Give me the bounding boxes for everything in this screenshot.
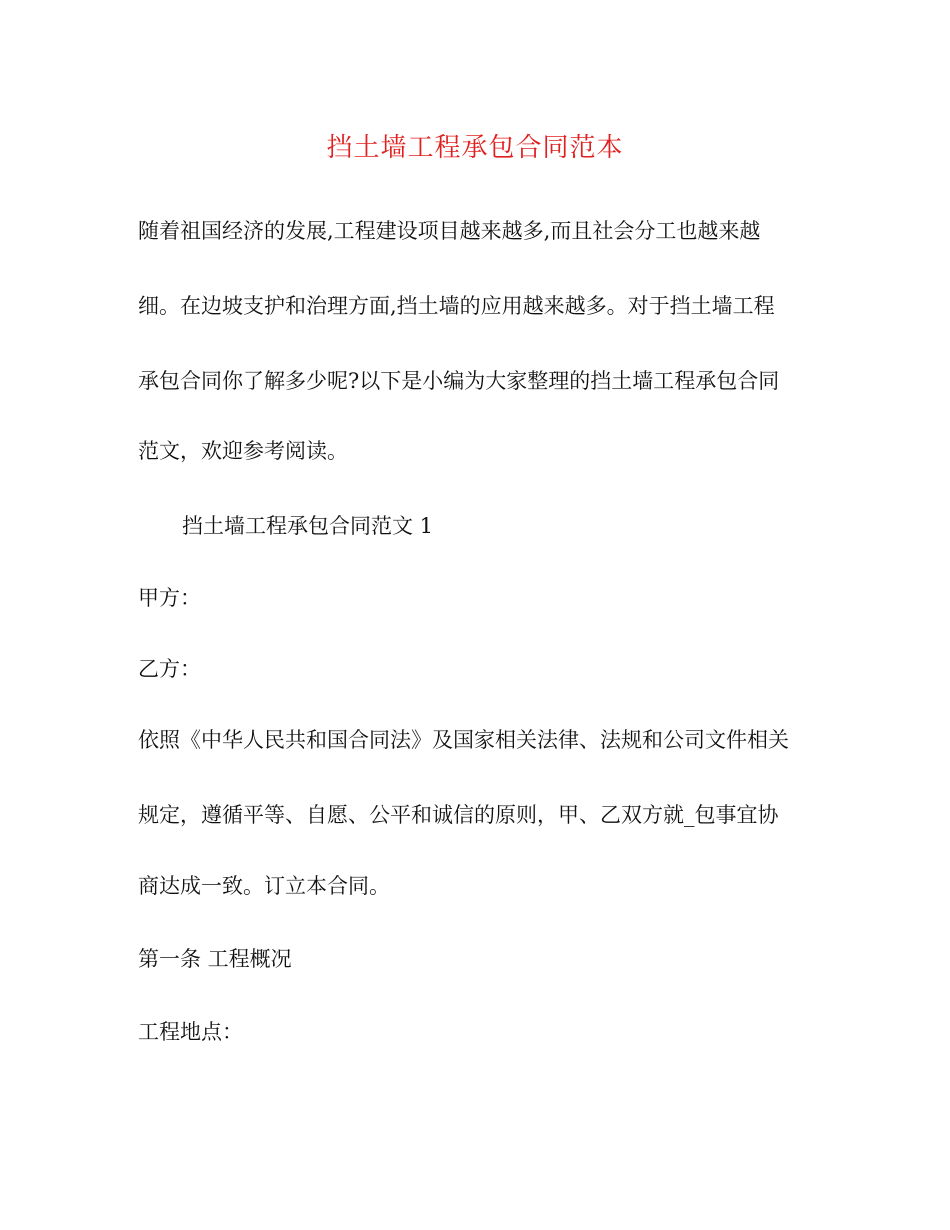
contract-paragraph-line-3: 商达成一致。订立本合同。: [138, 874, 390, 898]
document-title: 挡土墙工程承包合同范本: [326, 133, 624, 163]
intro-line-3: 承包合同你了解多少呢?以下是小编为大家整理的挡土墙工程承包合同: [138, 369, 780, 393]
intro-line-2: 细。在边坡支护和治理方面,挡土墙的应用越来越多。对于挡土墙工程: [138, 294, 775, 318]
intro-line-4: 范文，欢迎参考阅读。: [138, 439, 348, 463]
project-location-label: 工程地点：: [138, 1020, 243, 1044]
contract-paragraph-line-2: 规定，遵循平等、自愿、公平和诚信的原则，甲、乙双方就_包事宜协: [138, 803, 779, 827]
section-heading: 挡土墙工程承包合同范文 1: [182, 514, 434, 538]
contract-paragraph-line-1: 依照《中华人民共和国合同法》及国家相关法律、法规和公司文件相关: [138, 728, 789, 752]
article-1-heading: 第一条 工程概况: [138, 947, 292, 971]
party-a-label: 甲方：: [138, 586, 201, 610]
intro-line-1: 随着祖国经济的发展,工程建设项目越来越多,而且社会分工也越来越: [138, 219, 761, 243]
party-b-label: 乙方：: [138, 657, 201, 681]
